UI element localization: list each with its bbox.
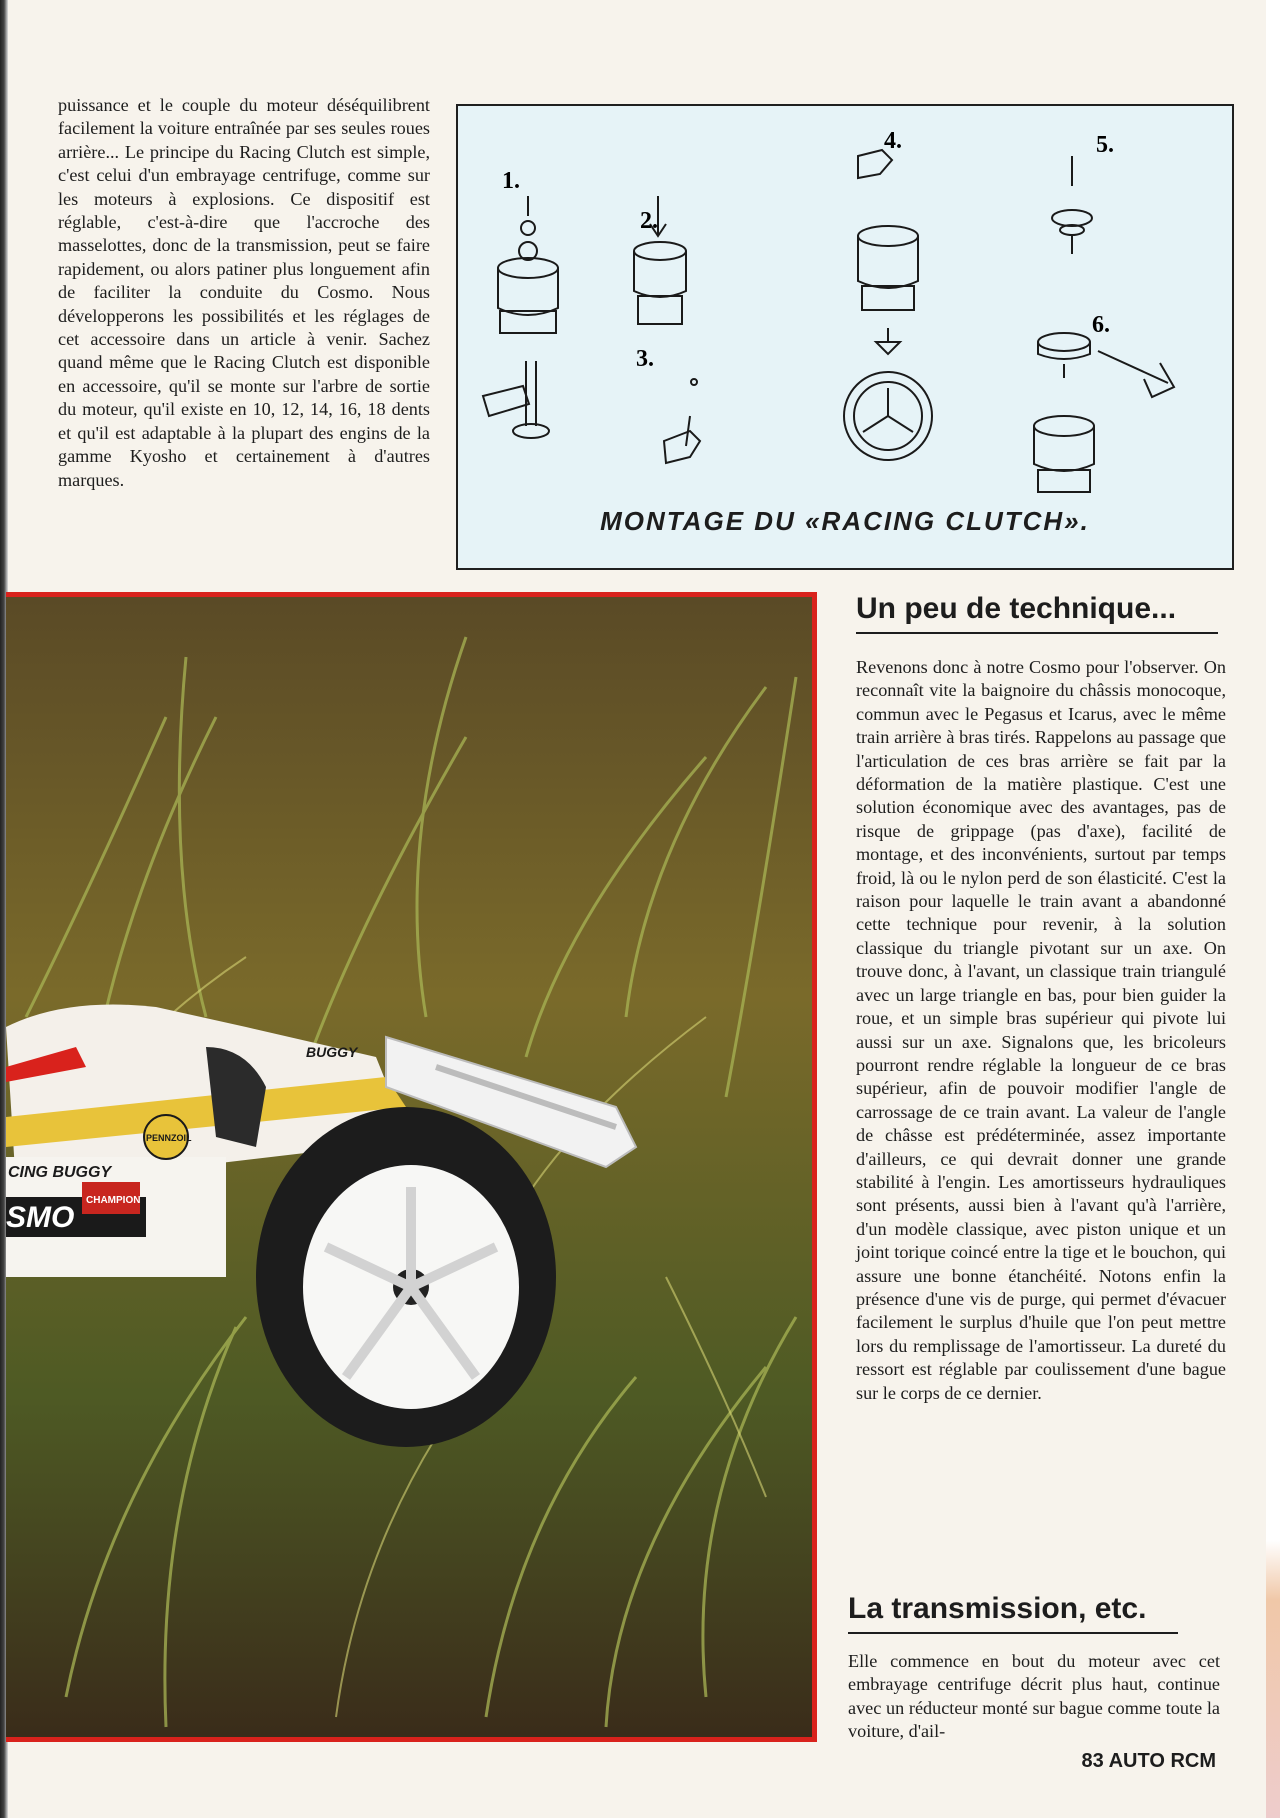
transmission-paragraph (848, 1650, 1220, 1744)
decal-cosmo: SMO (6, 1201, 75, 1234)
section-heading-transmission: La transmission, etc. (848, 1592, 1178, 1634)
step-1: 1. (502, 168, 520, 194)
transmission-text: Elle commence en bout du moteur avec cet embrayage centrifuge décrit plus haut, continue avec un réducteur monté sur bague comme toute la voiture, d'ail- (848, 1651, 1220, 1742)
step-3: 3. (636, 346, 654, 372)
photo-illustration (6, 597, 812, 1737)
diagram-caption: MONTAGE DU «RACING CLUTCH». (600, 506, 1090, 536)
decal-racing-buggy: CING BUGGY (8, 1164, 112, 1181)
decal-buggy: BUGGY (306, 1044, 358, 1060)
diagram-drawings (458, 106, 1232, 568)
page-number: 83 (1081, 1750, 1104, 1772)
page-edge (1266, 0, 1280, 1818)
decal-champion: CHAMPION (86, 1195, 141, 1206)
decal-pennzoil: PENNZOIL (146, 1133, 192, 1143)
step-4: 4. (884, 128, 902, 154)
page-footer (1082, 1750, 1216, 1773)
technique-paragraph (856, 656, 1226, 1405)
intro-text: puissance et le couple du moteur déséquilibrent facilement la voiture entraînée par ses seules roues arrière... Le principe du Racing Clutch est simple, c'est celui d'un embrayage centrifuge, comme sur les moteurs à explosions. Ce dispositif est réglable, c'est-à-dire que l'accroche des masselottes, donc de la transmission, peut se faire rapidement, ou alors patiner plus longuement afin de faciliter la conduite du Cosmo. Nous développerons les possibilités et les réglages de cet accessoire dans un article à venir. Sachez quand même que le Racing Clutch est disponible en accessoire, qu'il se monte sur l'arbre de sortie du moteur, qu'il existe en 10, 12, 14, 16, 18 dents et qu'il est adaptable à la plupart des engins de la gamme Kyosho et certainement à d'autres marques. (58, 95, 430, 490)
magazine-name: AUTO RCM (1108, 1750, 1216, 1772)
assembly-diagram (456, 104, 1234, 570)
intro-paragraph (58, 94, 430, 492)
section-heading-technique: Un peu de technique... (856, 592, 1218, 634)
step-6: 6. (1092, 312, 1110, 338)
diagram-step-labels (502, 128, 1114, 372)
technique-text: Revenons donc à notre Cosmo pour l'observer. On reconnaît vite la baignoire du châssis monocoque, commun avec le Pegasus et Icarus, avec le même train arrière à bras tirés. Rappelons au passage que l'articulation de ces bras arrière se fait par la déformation de la matière plastique. C'est une solution économique avec des avantages, pas de risque de grippage (pas d'axe), facilité de montage, et des inconvénients, surtout par temps froid, là ou le nylon perd de son élasticité. C'est la raison pour laquelle le train avant a abandonné cette technique pour revenir, à la solution classique du triangle pivotant sur un axe. On trouve donc, à l'avant, un classique train triangulé avec un large triangle en bas, pour bien guider la roue, et un simple bras supérieur qui pivote lui aussi sur un axe. Signalons que, les bricoleurs pourront rendre réglable la longueur de ce bras supérieur, afin de pouvoir modifier l'angle de carrossage de ce train avant. La valeur de l'angle de châsse est prédéterminée, assez importante d'ailleurs, ce qui devrait donner une grande stabilité à l'engin. Les amortisseurs hydrauliques sont présents, aussi bien à l'avant qu'à l'arrière, d'un modèle classique, avec piston unique et un joint torique coincé entre la tige et le bouchon, qui assure une bonne étanchéité. Notons enfin la présence d'une vis de purge, qui permet d'évacuer facilement le surplus d'huile que l'on peut mettre lors du remplissage de l'amortisseur. La dureté du ressort est réglable par coulissement d'une bague sur le corps de ce dernier. (856, 657, 1226, 1403)
step-5: 5. (1096, 132, 1114, 158)
step-2: 2. (640, 208, 658, 234)
buggy-photo (6, 592, 817, 1742)
